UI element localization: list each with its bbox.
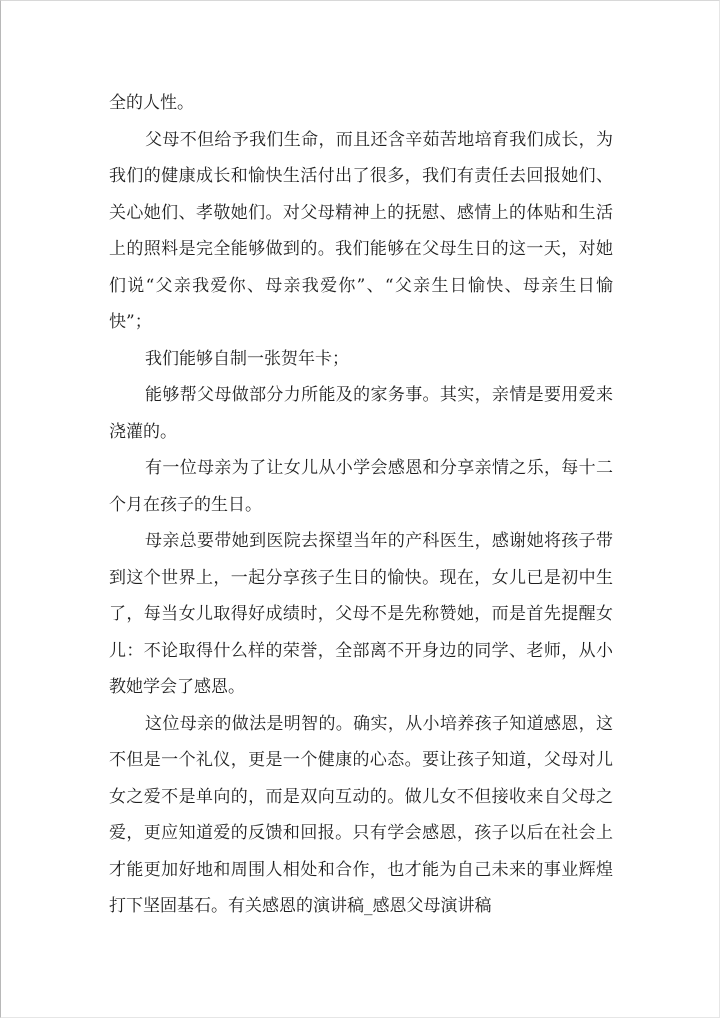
paragraph-3: 我们能够自制一张贺年卡； — [145, 348, 349, 369]
paragraph-6: 母亲总要带她到医院去探望当年的产科医生，感谢她将孩子带到这个世界上，一起分享孩子生日的愉快。现在，女儿已是初中生了，每当女儿取得好成绩时，父母不是先称赞她，而是首先提醒女儿：不论取得什么样的荣誉，全部离不开身边的同学、老师，从小教她学会了感恩。 — [109, 531, 613, 697]
document-body — [109, 85, 613, 925]
paragraph-7: 这位母亲的做法是明智的。确实，从小培养孩子知道感恩，这不但是一个礼仪，更是一个健康的心态。要让孩子知道，父母对儿女之爱不是单向的，而是双向互动的。做儿女不但接收来自父母之爱，更应知道爱的反馈和回报。只有学会感恩，孩子以后在社会上才能更加好地和周围人相处和合作，也才能为自己未来的事业辉煌打下坚固基石。有关感恩的演讲稿_感恩父母演讲稿 — [109, 713, 613, 916]
paragraph-2: 父母不但给予我们生命，而且还含辛茹苦地培育我们成长，为我们的健康成长和愉快生活付出了很多，我们有责任去回报她们、关心她们、孝敬她们。对父母精神上的抚慰、感情上的体贴和生活上的照料是完全能够做到的。我们能够在父母生日的这一天，对她们说“父亲我爱你、母亲我爱你”、“父亲生日愉快、母亲生日愉快”； — [109, 129, 613, 332]
paragraph-5: 有一位母亲为了让女儿从小学会感恩和分享亲情之乐，每十二个月在孩子的生日。 — [109, 458, 613, 515]
paragraph-4: 能够帮父母做部分力所能及的家务事。其实，亲情是要用爱来浇灌的。 — [109, 385, 613, 442]
paragraph-1: 全的人性。 — [109, 93, 194, 113]
